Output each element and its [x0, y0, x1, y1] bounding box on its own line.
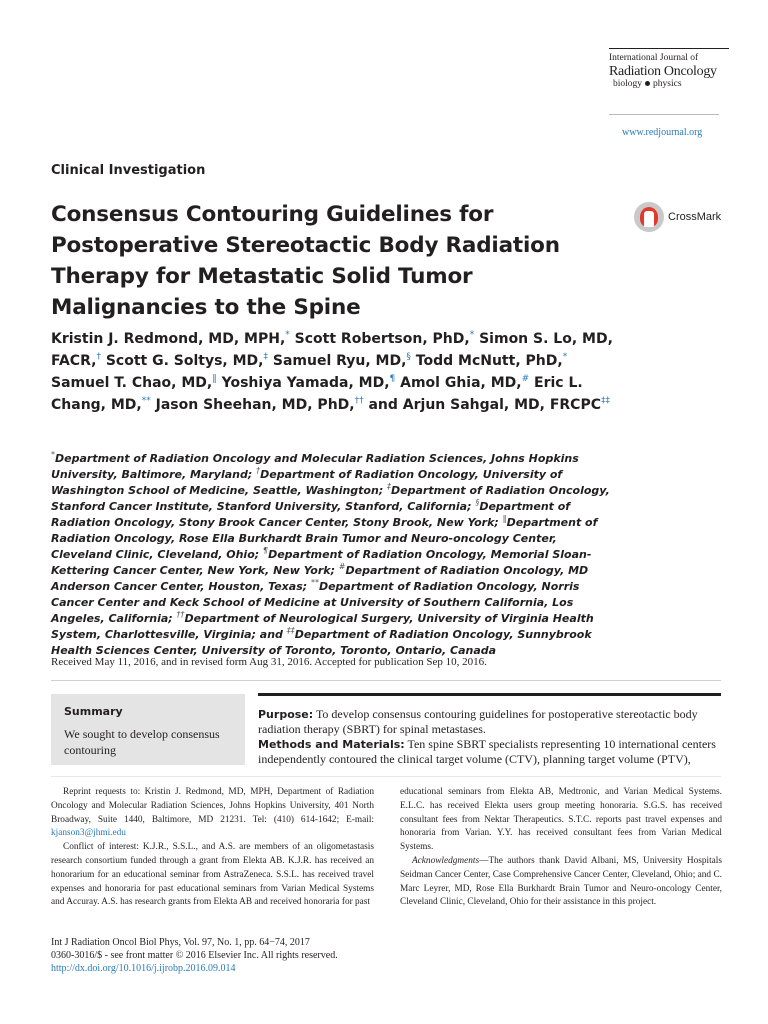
- author-affiliation-mark[interactable]: #: [521, 374, 530, 384]
- author-affiliation-mark[interactable]: **: [141, 396, 151, 406]
- affiliation-text: Department of Radiation Oncology and Molecular Radiation Sciences, Johns Hopkins University, Baltimore, Maryland;: [51, 452, 579, 481]
- author-list: [51, 328, 621, 416]
- conflict-of-interest: Conflict of interest: K.J.R., S.S.L., and A.S. are members of an oligometastasis research consortium funded through a grant from Elekta AB. K.J.R. has received an honorarium for an educational seminar from AstraZeneca. S.S.L. has received travel expenses and honoraria for past educational seminars from Varian Medical Systems and Accuray. A.S. has research grants from Elekta AB and received honoraria for past: [51, 842, 374, 908]
- affiliation-mark: ‡‡: [286, 626, 295, 635]
- author-name: Jason Sheehan, MD, PhD,: [155, 397, 355, 413]
- abstract: [258, 707, 723, 767]
- affiliation-mark: †: [256, 466, 261, 475]
- section-label: Clinical Investigation: [51, 163, 206, 178]
- affiliation-text: Department of Radiation Oncology, Stanford Cancer Institute, Stanford University, Stanford, California;: [51, 484, 610, 513]
- affiliation-mark: *: [51, 450, 55, 459]
- affiliation-mark: ‡: [387, 482, 392, 491]
- citation-line2: 0360-3016/$ - see front matter © 2016 Elsevier Inc. All rights reserved.: [51, 950, 338, 961]
- affiliation-text: Department of Radiation Oncology, University of Washington School of Medicine, Seattle, Washington;: [51, 468, 563, 497]
- journal-logo-line2: Radiation Oncology: [609, 64, 717, 79]
- purpose-label: Purpose:: [258, 708, 314, 721]
- citation-line1: Int J Radiation Oncol Biol Phys, Vol. 97, No. 1, pp. 64−74, 2017: [51, 937, 310, 948]
- author-affiliation-mark[interactable]: ‡‡: [601, 396, 610, 406]
- affiliation-text: Department of Radiation Oncology, Stony Brook Cancer Center, Stony Brook, New York;: [51, 500, 571, 529]
- article-title: Consensus Contouring Guidelines for Postoperative Stereotactic Body Radiation Therapy for Metastatic Solid Tumor Malignancies to the Spine: [51, 202, 560, 320]
- affiliation-mark: ‖: [502, 514, 507, 523]
- methods-label: Methods and Materials:: [258, 738, 405, 751]
- author-affiliation-mark[interactable]: *: [285, 330, 290, 340]
- journal-logo-line1: International Journal of: [609, 53, 699, 63]
- author-name: Scott G. Soltys, MD,: [105, 353, 264, 369]
- author-name: Samuel Ryu, MD,: [272, 353, 407, 369]
- methods-text: Ten spine SBRT specialists representing 10 international centers independently contoured the clinical target volume (CTV), planning target volume (PTV),: [258, 737, 716, 766]
- abstract-rule: [258, 693, 721, 696]
- author-affiliation-mark[interactable]: ‖: [212, 374, 217, 384]
- author-name: and Arjun Sahgal, MD, FRCPC: [368, 397, 601, 413]
- author-name: Simon S. Lo, MD, FACR,: [51, 331, 613, 369]
- affiliation-text: Department of Radiation Oncology, MD Anderson Cancer Center, Houston, Texas;: [51, 564, 589, 593]
- crossmark-button[interactable]: [634, 202, 724, 234]
- journal-logo-physics: physics: [653, 79, 682, 89]
- author-affiliation-mark[interactable]: §: [406, 352, 411, 362]
- author-affiliation-mark[interactable]: ††: [354, 396, 364, 406]
- author-affiliation-mark[interactable]: *: [469, 330, 475, 340]
- conflict-continued: educational seminars from Elekta AB, Medtronic, and Varian Medical Systems. E.L.C. has received Elekta users group meeting honoraria. S.G.S. has received consultant fees from Nektar Therapeutics. S.T.C. reports past travel expenses and honoraria from Varian. Y.Y. has received consultant fees from Varian Medical Systems.: [400, 787, 722, 853]
- crossmark-label: CrossMark: [668, 211, 722, 223]
- author-name: Scott Robertson, PhD,: [294, 331, 470, 347]
- author-name: Todd McNutt, PhD,: [415, 353, 563, 369]
- affiliation-mark: ¶: [263, 546, 269, 555]
- journal-logo-biology: biology: [613, 79, 643, 89]
- author-name: Yoshiya Yamada, MD,: [221, 375, 390, 391]
- author-affiliation-mark[interactable]: †: [96, 352, 101, 362]
- acknowledgments: [400, 855, 722, 910]
- abstract-purpose: [258, 707, 723, 737]
- reprint-requests: [51, 786, 374, 841]
- divider: [51, 680, 721, 681]
- footnote-divider: [51, 776, 721, 777]
- reprint-text: Reprint requests to: Kristin J. Redmond, MD, MPH, Department of Radiation Oncology and Molecular Radiation Sciences, Johns Hopkins University, 401 North Broadway, Suite 1440, Baltimore, MD 21231. Tel: (410) 614-1642; E-mail:: [51, 787, 374, 825]
- author-name: Kristin J. Redmond, MD, MPH,: [51, 331, 286, 347]
- header-divider: [609, 114, 719, 115]
- crossmark-icon: [634, 202, 664, 232]
- author-affiliation-mark[interactable]: ¶: [389, 374, 396, 384]
- journal-logo: [609, 48, 729, 90]
- journal-logo-line3: [609, 79, 729, 90]
- affiliation-mark: **: [310, 578, 319, 587]
- affiliation-text: Department of Radiation Oncology, Memorial Sloan-Kettering Cancer Center, New York, New York;: [51, 548, 592, 577]
- affiliation-text: Department of Radiation Oncology, Sunnybrook Health Sciences Center, University of Toronto, Toronto, Ontario, Canada: [51, 628, 592, 657]
- received-dates: Received May 11, 2016, and in revised form Aug 31, 2016. Accepted for publication Sep 10, 2016.: [51, 656, 487, 668]
- affiliation-text: Department of Radiation Oncology, Rose Ella Burkhardt Brain Tumor and Neuro-oncology Center, Cleveland Clinic, Cleveland, Ohio;: [51, 516, 598, 561]
- footnotes-left: [51, 786, 374, 910]
- affiliation-text: Department of Neurological Surgery, University of Virginia Health System, Charlottesville, Virginia; and: [51, 612, 594, 641]
- author-name: Samuel T. Chao, MD,: [51, 375, 213, 391]
- author-affiliation-mark[interactable]: ‡: [263, 352, 268, 362]
- email-link[interactable]: kjanson3@jhmi.edu: [51, 828, 126, 839]
- author-name: Amol Ghia, MD,: [400, 375, 522, 391]
- affiliation-mark: #: [338, 562, 346, 571]
- bullet-dot-icon: [645, 81, 650, 86]
- summary-title: Summary: [64, 705, 123, 718]
- author-name: Eric L. Chang, MD,: [51, 375, 583, 413]
- citation-block: [51, 936, 451, 975]
- purpose-text: To develop consensus contouring guidelines for postoperative stereotactic body radiation therapy (SBRT) for spinal metastases.: [258, 707, 698, 736]
- abstract-methods: [258, 737, 723, 767]
- journal-url-link[interactable]: www.redjournal.org: [622, 127, 703, 138]
- affiliation-text: Department of Radiation Oncology, Norris Cancer Center and Keck School of Medicine at University of Southern California, Los Angeles, California;: [51, 580, 580, 625]
- affiliation-mark: ††: [176, 610, 185, 619]
- acknowledgments-label: Acknowledgments: [412, 855, 480, 866]
- affiliation-mark: §: [475, 498, 480, 507]
- affiliation-list: [51, 451, 611, 659]
- acknowledgments-text: —The authors thank David Albani, MS, University Hospitals Seidman Cancer Center, Case Comprehensive Cancer Center, Cleveland, Ohio; and C. Marc Leyrer, MD, Rose Ella Burkhardt Brain Tumor and Neuro-oncology Center, Cleveland Clinic, Cleveland, Ohio for their assistance in this project.: [400, 855, 722, 908]
- summary-text: We sought to develop consensus contouring: [64, 727, 220, 757]
- author-affiliation-mark[interactable]: *: [562, 352, 568, 362]
- doi-link[interactable]: http://dx.doi.org/10.1016/j.ijrobp.2016.09.014: [51, 963, 236, 974]
- footnotes-right: [400, 786, 722, 910]
